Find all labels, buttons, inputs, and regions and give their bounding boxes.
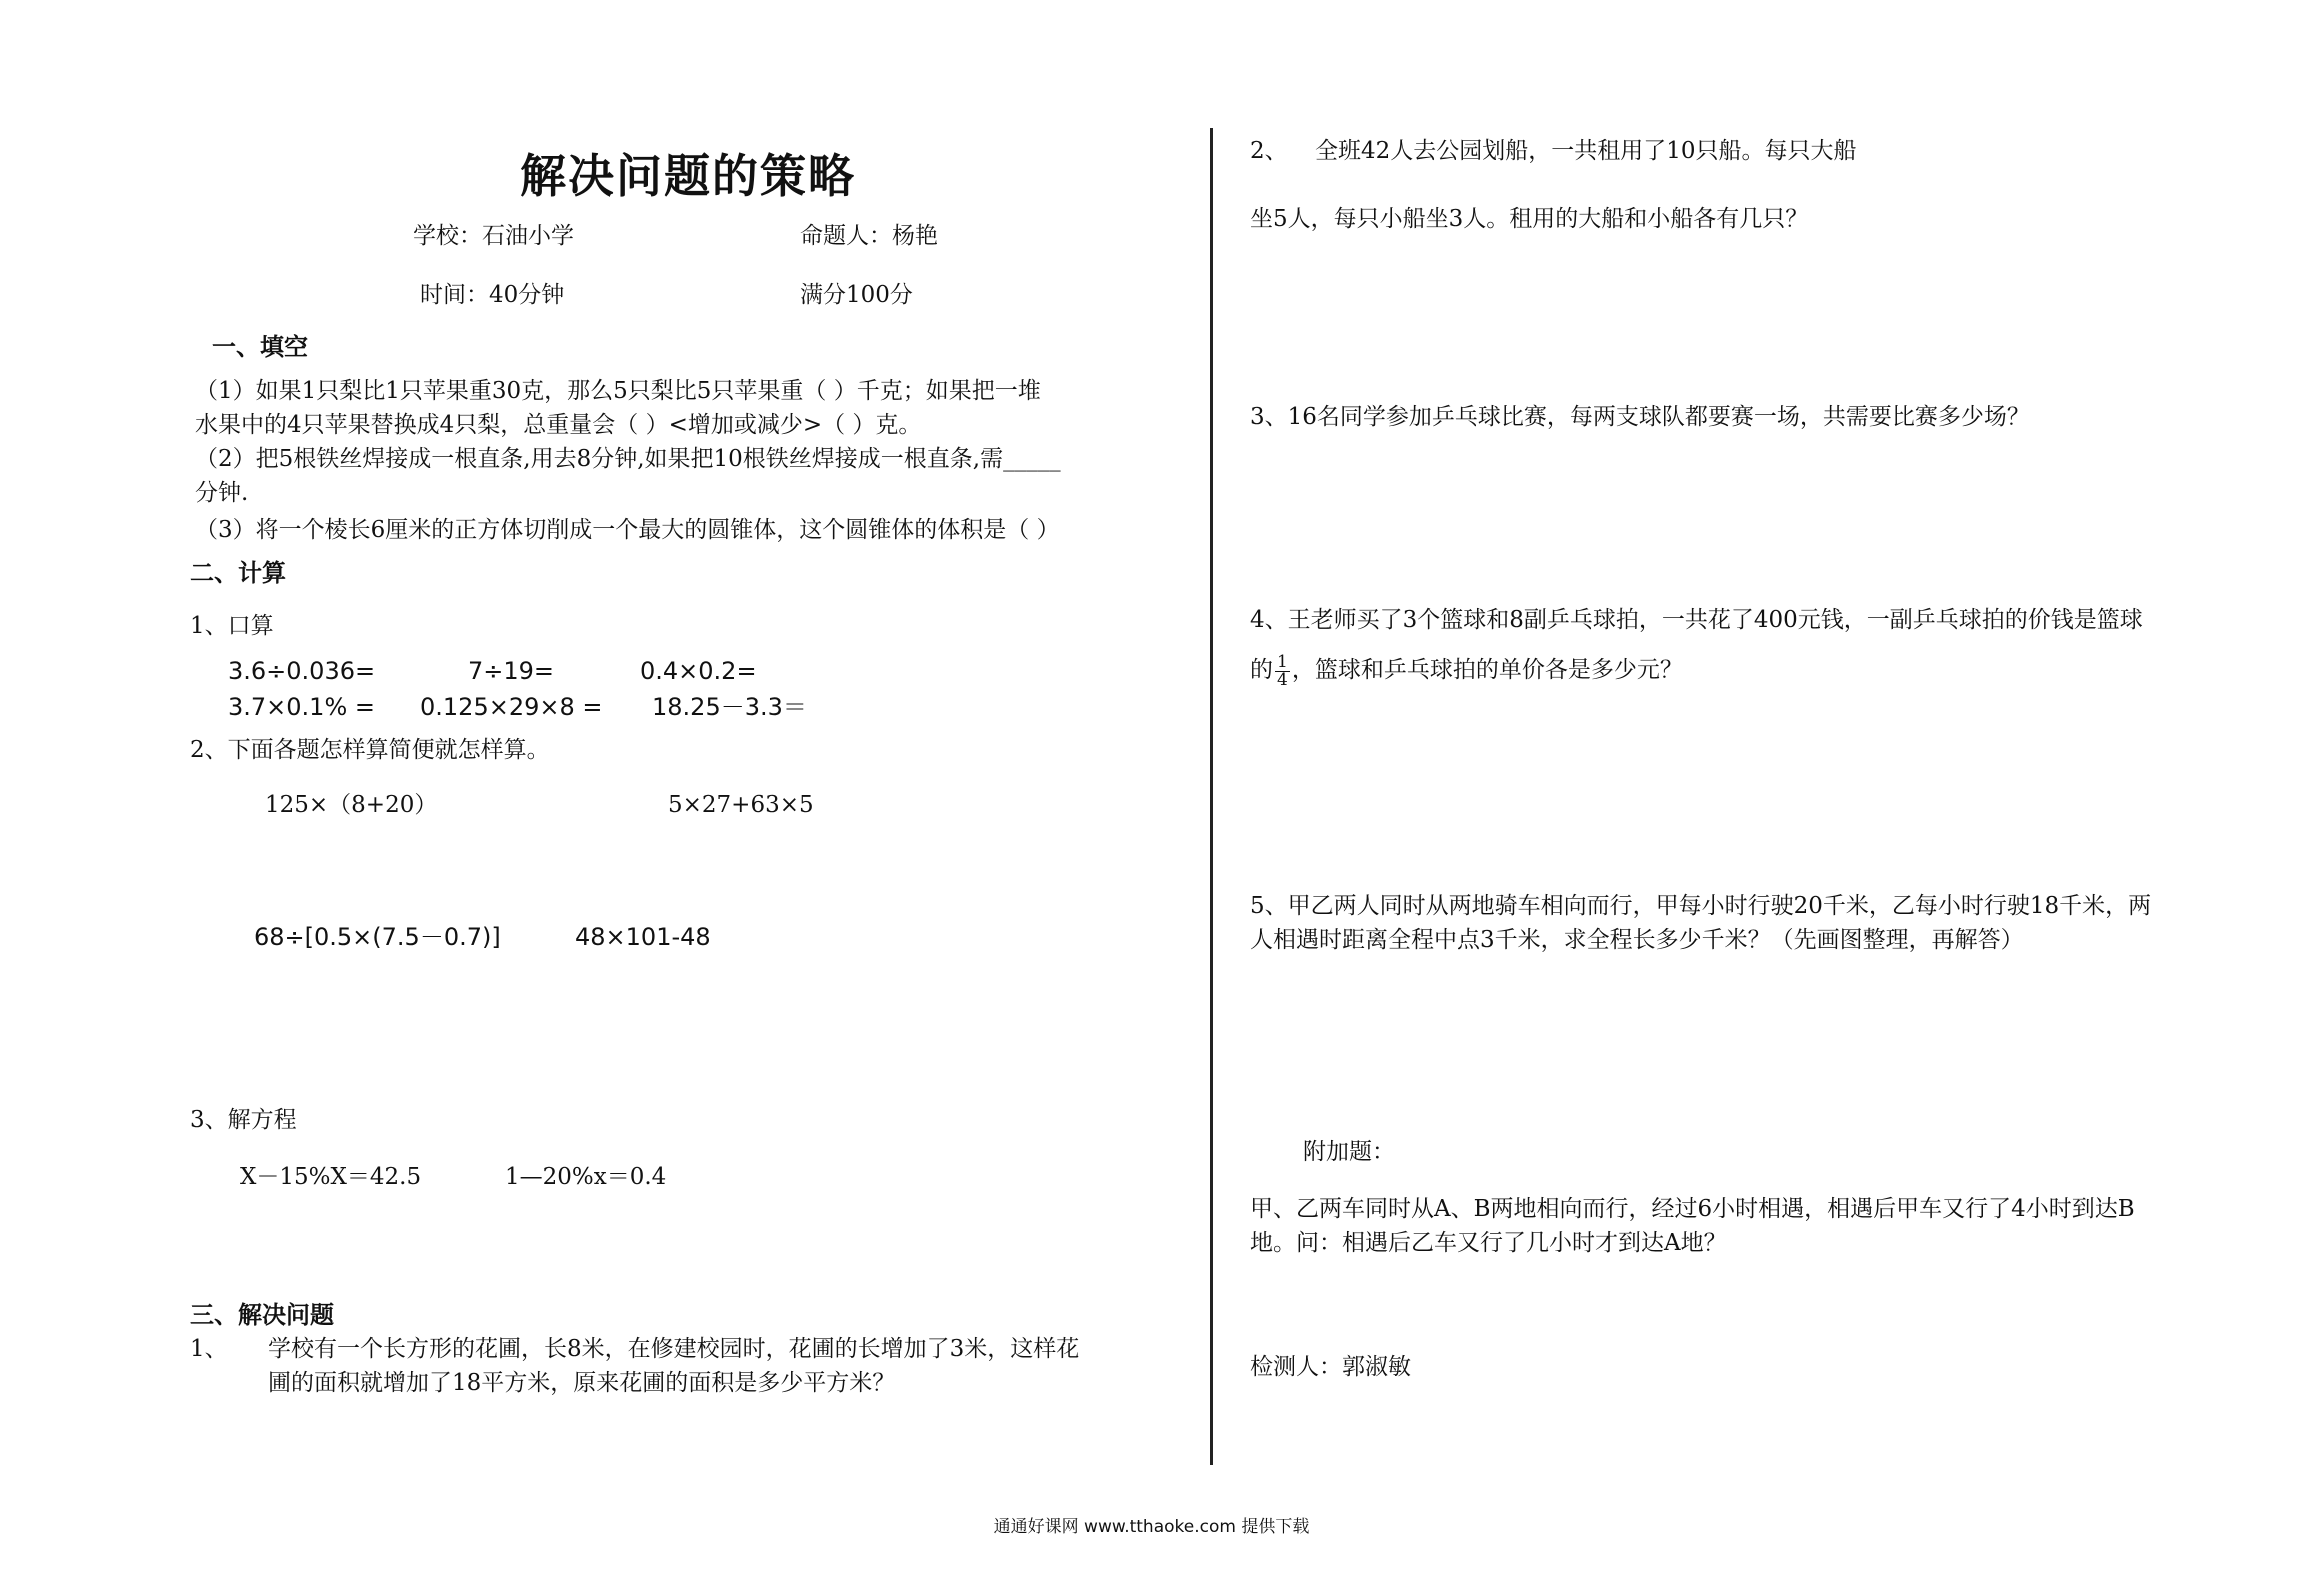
checker-label: 检测人：郭淑敏	[1250, 1354, 1411, 1380]
oral-item: 3.6÷0.036=	[228, 657, 376, 685]
bonus-line1: 甲、乙两车同时从A、B两地相向而行，经过6小时相遇，相遇后甲车又行了4小时到达B	[1250, 1196, 2135, 1222]
oral-item: 0.125×29×8 =	[420, 693, 603, 721]
problem-4-suffix: ，篮球和乒乓球拍的单价各是多少元？	[1291, 657, 1683, 683]
bonus-line2: 地。问：相遇后乙车又行了几小时才到达A地？	[1250, 1230, 1727, 1256]
problem-1-line2: 圃的面积就增加了18平方米，原来花圃的面积是多少平方米？	[268, 1370, 896, 1396]
time-label: 时间：40分钟	[420, 282, 565, 308]
problem-2-line2: 坐5人，每只小船坐3人。租用的大船和小船各有几只？	[1250, 206, 1809, 232]
page-title: 解决问题的策略	[520, 149, 856, 203]
problem-3: 3、16名同学参加乒乓球比赛，每两支球队都要赛一场，共需要比赛多少场？	[1250, 404, 2030, 430]
equation-item: 1—20%x＝0.4	[505, 1164, 667, 1190]
footer-source: 通通好课网 www.tthaoke.com 提供下载	[993, 1517, 1310, 1537]
problem-5-line2: 人相遇时距离全程中点3千米，求全程长多少千米？（先画图整理，再解答）	[1250, 927, 2024, 953]
problem-1-number: 1、	[190, 1336, 228, 1362]
author-label: 命题人：杨艳	[800, 223, 938, 249]
fraction-numerator: 1	[1277, 651, 1288, 672]
full-score-label: 满分100分	[800, 282, 913, 308]
section-calc-heading: 二、计算	[190, 559, 286, 587]
school-label: 学校：石油小学	[413, 223, 574, 249]
problem-2-line1: 全班42人去公园划船，一共租用了10只船。每只大船	[1315, 138, 1857, 164]
problem-4-line1: 4、王老师买了3个篮球和8副乒乓球拍，一共花了400元钱，一副乒乓球拍的价钱是篮球	[1250, 607, 2143, 633]
fraction-one-quarter	[1275, 651, 1290, 690]
problem-2-number: 2、	[1250, 138, 1288, 164]
oral-item: 7÷19=	[468, 657, 555, 685]
simplify-item: 5×27+63×5	[668, 792, 814, 818]
fill-q3-line1: （3）将一个棱长6厘米的正方体切削成一个最大的圆锥体，这个圆锥体的体积是（ ）	[195, 517, 1060, 543]
section-fill-blank-heading: 一、填空	[212, 333, 308, 361]
problem-1-line1: 学校有一个长方形的花圃，长8米，在修建校园时，花圃的长增加了3米，这样花	[268, 1336, 1080, 1362]
oral-calc-label: 1、口算	[190, 613, 274, 639]
oral-item: 3.7×0.1% =	[228, 693, 375, 721]
equation-label: 3、解方程	[190, 1107, 297, 1133]
fraction-denominator: 4	[1277, 669, 1288, 690]
simplify-item: 48×101-48	[575, 923, 711, 951]
oral-item: 18.25－3.3＝	[652, 693, 807, 721]
fill-q1-line1: （1）如果1只梨比1只苹果重30克，那么5只梨比5只苹果重（ ）千克；如果把一堆	[195, 378, 1041, 404]
fill-q2-line1: （2）把5根铁丝焊接成一根直条,用去8分钟,如果把10根铁丝焊接成一根直条,需_____	[195, 446, 1061, 472]
equation-item: X－15%X＝42.5	[240, 1164, 422, 1190]
problem-5-line1: 5、甲乙两人同时从两地骑车相向而行，甲每小时行驶20千米，乙每小时行驶18千米，两	[1250, 893, 2152, 919]
bonus-label: 附加题：	[1303, 1139, 1395, 1165]
section-problem-heading: 三、解决问题	[190, 1301, 334, 1329]
simplify-label: 2、下面各题怎样算简便就怎样算。	[190, 737, 550, 763]
fill-q1-line2: 水果中的4只苹果替换成4只梨，总重量会（ ）<增加或减少>（ ）克。	[195, 412, 922, 438]
column-divider	[1210, 128, 1213, 1465]
simplify-item: 68÷[0.5×(7.5－0.7)]	[254, 923, 501, 951]
fill-q2-line2: 分钟.	[195, 480, 249, 506]
problem-4-line2	[1250, 650, 1683, 690]
oral-item: 0.4×0.2=	[640, 657, 757, 685]
problem-4-prefix: 的	[1250, 657, 1273, 683]
simplify-item: 125×（8+20）	[265, 792, 438, 818]
